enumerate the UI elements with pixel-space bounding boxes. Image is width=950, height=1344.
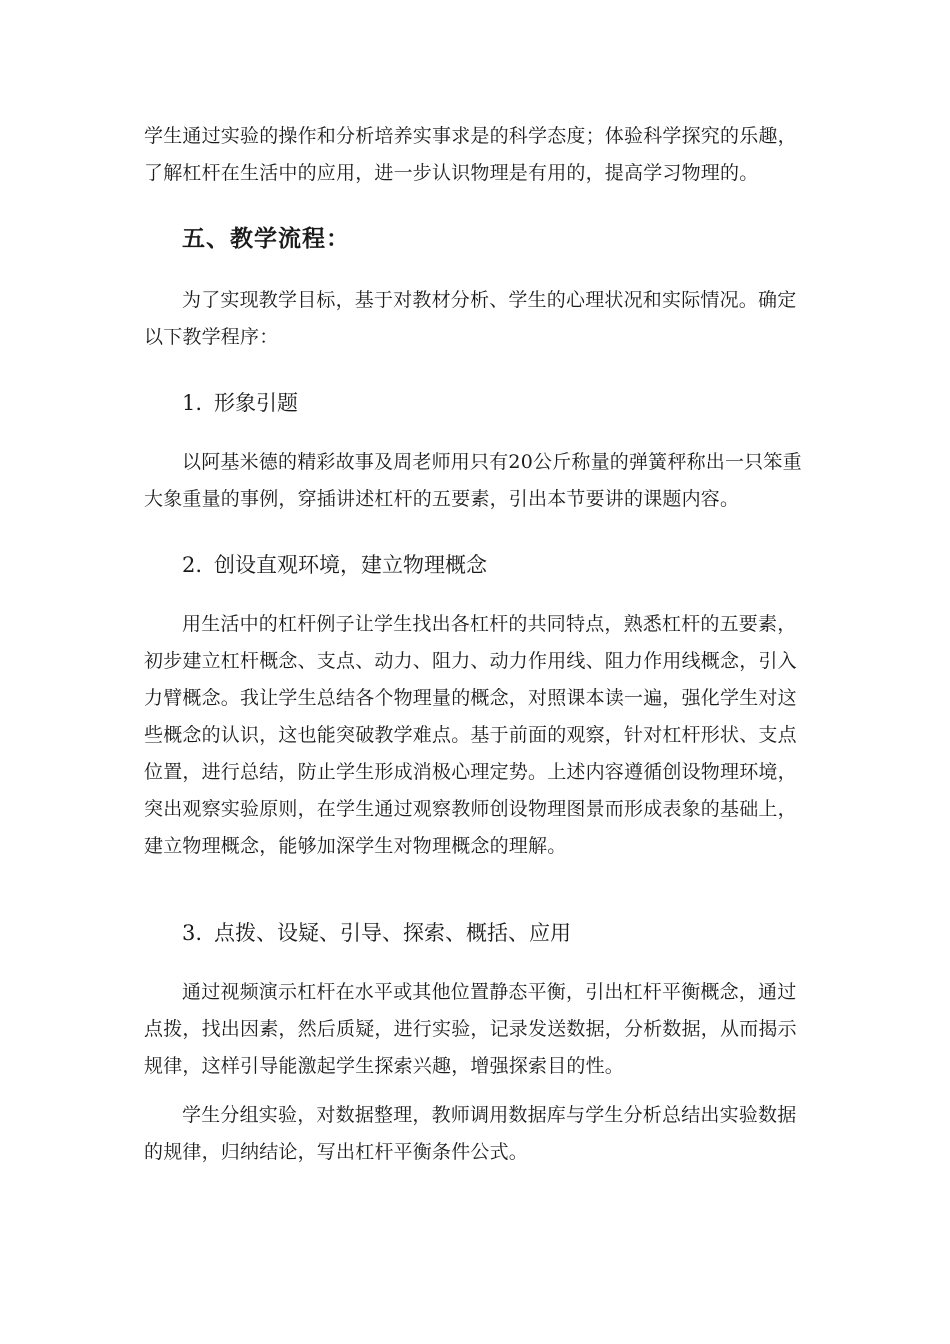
section-heading: 五、教学流程： (182, 225, 350, 252)
text-line: 学生通过实验的操作和分析培养实事求是的科学态度；体验科学探究的乐趣， (144, 125, 797, 147)
text-line: 通过视频演示杠杆在水平或其他位置静态平衡，引出杠杆平衡概念，通过 (182, 981, 797, 1003)
text-line: 初步建立杠杆概念、支点、动力、阻力、动力作用线、阻力作用线概念，引入 (144, 650, 797, 672)
text-line: 力臂概念。我让学生总结各个物理量的概念，对照课本读一遍，强化学生对这 (144, 687, 797, 709)
text-line: 规律，这样引导能激起学生探索兴趣，增强探索目的性。 (144, 1055, 625, 1077)
text-line: 以下教学程序： (144, 326, 279, 348)
text-line: 些概念的认识，这也能突破教学难点。基于前面的观察，针对杠杆形状、支点 (144, 724, 797, 746)
step-paragraph (144, 1097, 804, 1171)
step-title: 形象引题 (214, 391, 298, 415)
step-paragraph (144, 974, 804, 1085)
intro-paragraph (144, 118, 804, 192)
text-line: 位置，进行总结，防止学生形成消极心理定势。上述内容遵循创设物理环境， (144, 761, 797, 783)
text-line: 以阿基米德的精彩故事及周老师用只有20公斤称量的弹簧秤称出一只笨重 (182, 451, 802, 473)
section-intro-paragraph (144, 282, 804, 356)
step-heading (182, 918, 571, 948)
text-line: 用生活中的杠杆例子让学生找出各杠杆的共同特点，熟悉杠杆的五要素， (182, 613, 797, 635)
step-heading (182, 388, 298, 418)
step-number: 3. (182, 921, 203, 945)
text-line: 建立物理概念，能够加深学生对物理概念的理解。 (144, 835, 567, 857)
text-line: 大象重量的事例，穿插讲述杠杆的五要素，引出本节要讲的课题内容。 (144, 488, 740, 510)
step-title: 点拨、设疑、引导、探索、概括、应用 (214, 921, 571, 945)
text-line: 了解杠杆在生活中的应用，进一步认识物理是有用的，提高学习物理的。 (144, 162, 759, 184)
text-line: 点拨，找出因素，然后质疑，进行实验，记录发送数据，分析数据，从而揭示 (144, 1018, 797, 1040)
step-title: 创设直观环境，建立物理概念 (214, 553, 487, 577)
step-number: 1. (182, 391, 203, 415)
step-number: 2. (182, 553, 203, 577)
step-paragraph (144, 606, 804, 865)
text-line: 学生分组实验，对数据整理，教师调用数据库与学生分析总结出实验数据 (182, 1104, 797, 1126)
step-heading (182, 550, 487, 580)
text-line: 突出观察实验原则，在学生通过观察教师创设物理图景而形成表象的基础上， (144, 798, 797, 820)
text-line: 为了实现教学目标，基于对教材分析、学生的心理状况和实际情况。确定 (182, 289, 797, 311)
step-paragraph (144, 444, 804, 518)
text-line: 的规律，归纳结论，写出杠杆平衡条件公式。 (144, 1141, 529, 1163)
